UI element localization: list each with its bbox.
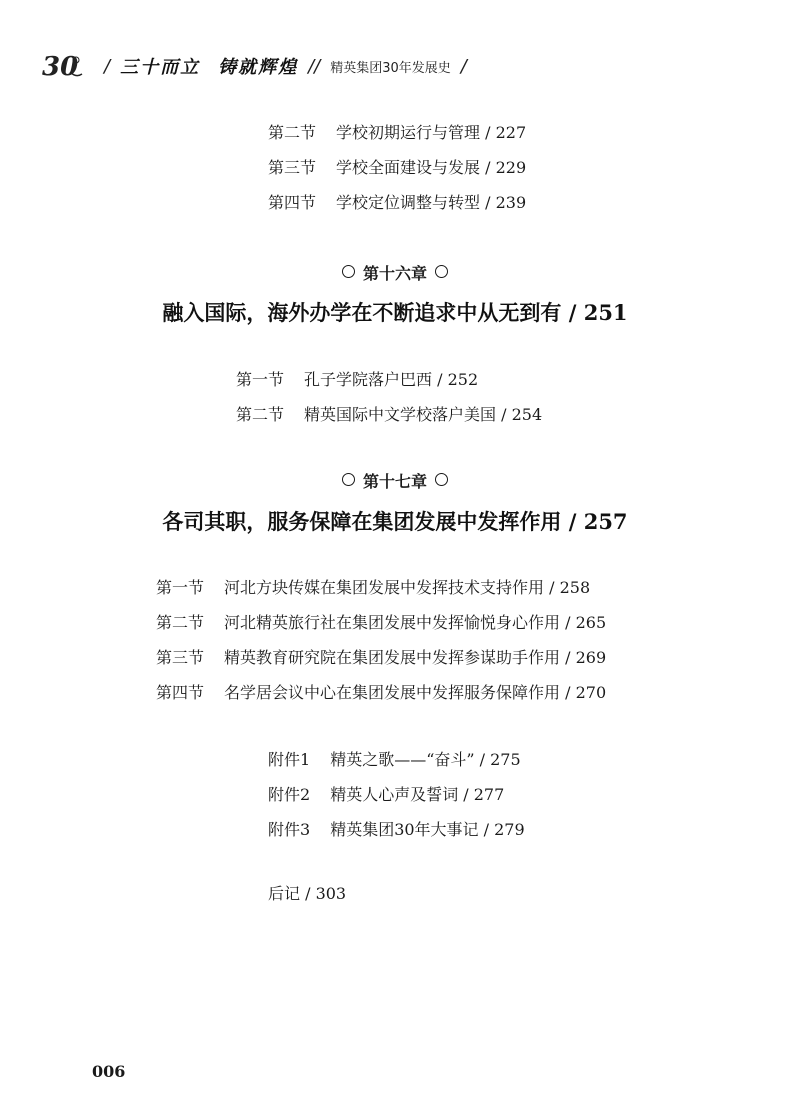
toc-entry[interactable]	[156, 575, 590, 598]
toc-section-text: 学校初期运行与管理 / 227	[336, 123, 527, 142]
toc-section-text: 河北精英旅行社在集团发展中发挥愉悦身心作用 / 265	[224, 613, 607, 632]
toc-section-text: 学校全面建设与发展 / 229	[336, 158, 527, 177]
svg-text:30: 30	[42, 52, 79, 82]
header-motto-1: 三十而立	[120, 57, 201, 78]
toc-entry[interactable]	[268, 190, 526, 213]
toc-section-text: 名学居会议中心在集团发展中发挥服务保障作用 / 270	[224, 683, 607, 702]
toc-section-text: 精英教育研究院在集团发展中发挥参谋助手作用 / 269	[224, 648, 607, 667]
page-number: 006	[92, 1062, 126, 1081]
toc-entry[interactable]	[236, 367, 478, 390]
circle-icon	[435, 265, 448, 278]
toc-entry[interactable]	[156, 645, 606, 668]
appendix-text: 精英之歌——“奋斗” / 275	[330, 750, 521, 769]
toc-entry[interactable]	[156, 610, 606, 633]
appendix-text: 精英人心声及誓词 / 277	[330, 785, 505, 804]
toc-section-label: 第三节	[156, 648, 205, 667]
anniversary-logo-icon	[40, 48, 84, 84]
toc-appendix[interactable]	[268, 747, 521, 770]
toc-section-label: 第四节	[156, 683, 205, 702]
toc-section-label: 第三节	[268, 158, 317, 177]
toc-section-label: 第一节	[156, 578, 205, 597]
chapter-17-title[interactable]: 各司其职，服务保障在集团发展中发挥作用 / 257	[162, 509, 628, 534]
chapter-16-mark: 第十六章	[0, 261, 790, 284]
appendix-label: 附件2	[268, 785, 311, 804]
header-motto-2: 铸就辉煌	[218, 57, 299, 78]
toc-entry[interactable]	[236, 402, 542, 425]
toc-entry[interactable]	[268, 120, 526, 143]
circle-icon	[435, 473, 448, 486]
header-separator: //	[308, 55, 321, 77]
header-separator: /	[460, 55, 467, 77]
appendix-label: 附件1	[268, 750, 311, 769]
toc-section-label: 第二节	[156, 613, 205, 632]
chapter-17-mark: 第十七章	[0, 469, 790, 492]
toc-section-text: 精英国际中文学校落户美国 / 254	[304, 405, 543, 424]
toc-section-label: 第二节	[268, 123, 317, 142]
toc-section-label: 第二节	[236, 405, 285, 424]
chapter-16-title[interactable]: 融入国际，海外办学在不断追求中从无到有 / 251	[162, 300, 628, 325]
running-header	[40, 46, 477, 86]
circle-icon	[342, 473, 355, 486]
toc-appendix[interactable]	[268, 782, 504, 805]
header-separator: /	[104, 55, 111, 77]
toc-entry[interactable]	[268, 155, 526, 178]
toc-section-label: 第一节	[236, 370, 285, 389]
toc-section-label: 第四节	[268, 193, 317, 212]
toc-appendix[interactable]	[268, 817, 525, 840]
toc-section-text: 孔子学院落户巴西 / 252	[304, 370, 479, 389]
toc-afterword[interactable]: 后记 / 303	[268, 884, 347, 903]
toc-section-text: 河北方块传媒在集团发展中发挥技术支持作用 / 258	[224, 578, 591, 597]
toc-entry[interactable]	[156, 680, 606, 703]
circle-icon	[342, 265, 355, 278]
header-book-title: 精英集团30年发展史	[330, 60, 451, 76]
appendix-text: 精英集团30年大事记 / 279	[330, 820, 525, 839]
toc-section-text: 学校定位调整与转型 / 239	[336, 193, 527, 212]
appendix-label: 附件3	[268, 820, 311, 839]
